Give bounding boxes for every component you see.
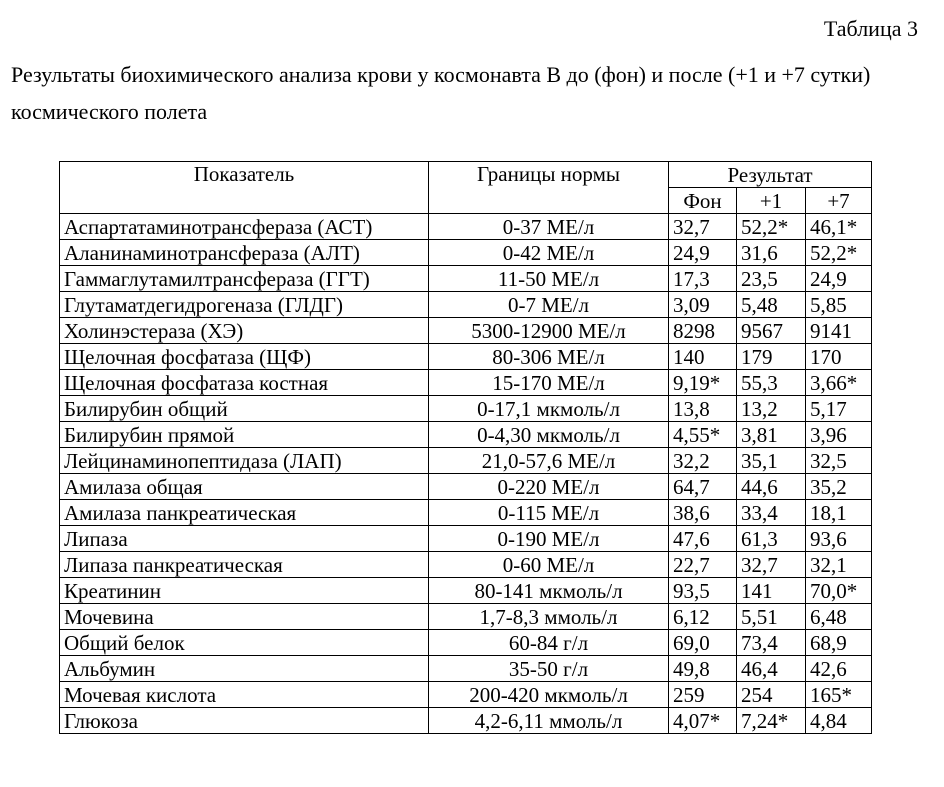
indicator-name: Мочевина bbox=[60, 604, 429, 630]
value-day7: 3,96 bbox=[806, 422, 872, 448]
value-background: 22,7 bbox=[669, 552, 737, 578]
norm-range: 35-50 г/л bbox=[429, 656, 669, 682]
indicator-name: Аланинаминотрансфераза (АЛТ) bbox=[60, 240, 429, 266]
indicator-name: Лейцинаминопептидаза (ЛАП) bbox=[60, 448, 429, 474]
indicator-name: Амилаза общая bbox=[60, 474, 429, 500]
value-background: 3,09 bbox=[669, 292, 737, 318]
value-background: 9,19* bbox=[669, 370, 737, 396]
value-day7: 5,85 bbox=[806, 292, 872, 318]
value-day1: 3,81 bbox=[737, 422, 806, 448]
value-day1: 141 bbox=[737, 578, 806, 604]
value-background: 8298 bbox=[669, 318, 737, 344]
table-row bbox=[60, 240, 872, 266]
indicator-name: Холинэстераза (ХЭ) bbox=[60, 318, 429, 344]
indicator-name: Альбумин bbox=[60, 656, 429, 682]
norm-range: 0-7 МЕ/л bbox=[429, 292, 669, 318]
value-background: 64,7 bbox=[669, 474, 737, 500]
value-day1: 61,3 bbox=[737, 526, 806, 552]
norm-range: 0-115 МЕ/л bbox=[429, 500, 669, 526]
indicator-name: Щелочная фосфатаза (ЩФ) bbox=[60, 344, 429, 370]
header-row bbox=[60, 162, 872, 188]
value-day1: 31,6 bbox=[737, 240, 806, 266]
value-day1: 23,5 bbox=[737, 266, 806, 292]
value-day1: 179 bbox=[737, 344, 806, 370]
value-background: 140 bbox=[669, 344, 737, 370]
value-day7: 46,1* bbox=[806, 214, 872, 240]
value-day7: 3,66* bbox=[806, 370, 872, 396]
indicator-name: Билирубин общий bbox=[60, 396, 429, 422]
value-background: 4,07* bbox=[669, 708, 737, 734]
table-row bbox=[60, 448, 872, 474]
norm-range: 0-190 МЕ/л bbox=[429, 526, 669, 552]
norm-range: 0-220 МЕ/л bbox=[429, 474, 669, 500]
value-day1: 254 bbox=[737, 682, 806, 708]
value-day1: 13,2 bbox=[737, 396, 806, 422]
value-day7: 24,9 bbox=[806, 266, 872, 292]
table-caption: Результаты биохимического анализа крови у космонавта В до (фон) и после (+1 и +7 сутки) космического полета bbox=[11, 62, 871, 124]
value-background: 32,7 bbox=[669, 214, 737, 240]
indicator-name: Амилаза панкреатическая bbox=[60, 500, 429, 526]
norm-range: 1,7-8,3 ммоль/л bbox=[429, 604, 669, 630]
norm-range: 5300-12900 МЕ/л bbox=[429, 318, 669, 344]
norm-range: 0-17,1 мкмоль/л bbox=[429, 396, 669, 422]
norm-range: 4,2-6,11 ммоль/л bbox=[429, 708, 669, 734]
norm-range: 11-50 МЕ/л bbox=[429, 266, 669, 292]
table-row bbox=[60, 578, 872, 604]
norm-range: 15-170 МЕ/л bbox=[429, 370, 669, 396]
table-row bbox=[60, 292, 872, 318]
table-row bbox=[60, 214, 872, 240]
value-day1: 55,3 bbox=[737, 370, 806, 396]
table-row bbox=[60, 474, 872, 500]
indicator-name: Мочевая кислота bbox=[60, 682, 429, 708]
value-background: 38,6 bbox=[669, 500, 737, 526]
norm-range: 60-84 г/л bbox=[429, 630, 669, 656]
table-row bbox=[60, 708, 872, 734]
value-day1: 73,4 bbox=[737, 630, 806, 656]
value-day7: 9141 bbox=[806, 318, 872, 344]
table-row bbox=[60, 552, 872, 578]
value-background: 4,55* bbox=[669, 422, 737, 448]
table-row bbox=[60, 656, 872, 682]
value-day7: 32,5 bbox=[806, 448, 872, 474]
value-day1: 5,51 bbox=[737, 604, 806, 630]
value-day7: 6,48 bbox=[806, 604, 872, 630]
value-day7: 32,1 bbox=[806, 552, 872, 578]
indicator-name: Глюкоза bbox=[60, 708, 429, 734]
value-background: 47,6 bbox=[669, 526, 737, 552]
table-row bbox=[60, 500, 872, 526]
value-background: 6,12 bbox=[669, 604, 737, 630]
value-day7: 18,1 bbox=[806, 500, 872, 526]
indicator-name: Общий белок bbox=[60, 630, 429, 656]
table-body bbox=[60, 214, 872, 734]
value-day7: 42,6 bbox=[806, 656, 872, 682]
value-background: 24,9 bbox=[669, 240, 737, 266]
results-table bbox=[59, 161, 872, 734]
value-day7: 68,9 bbox=[806, 630, 872, 656]
indicator-name: Гаммаглутамилтрансфераза (ГГТ) bbox=[60, 266, 429, 292]
value-background: 32,2 bbox=[669, 448, 737, 474]
table-row bbox=[60, 682, 872, 708]
norm-range: 0-37 МЕ/л bbox=[429, 214, 669, 240]
table-row bbox=[60, 526, 872, 552]
norm-range: 0-42 МЕ/л bbox=[429, 240, 669, 266]
header-background: Фон bbox=[669, 188, 737, 214]
value-background: 69,0 bbox=[669, 630, 737, 656]
table-number: Таблица 3 bbox=[823, 16, 918, 41]
table-row bbox=[60, 266, 872, 292]
value-day1: 32,7 bbox=[737, 552, 806, 578]
table-row bbox=[60, 370, 872, 396]
table-row bbox=[60, 318, 872, 344]
value-day7: 93,6 bbox=[806, 526, 872, 552]
value-day7: 35,2 bbox=[806, 474, 872, 500]
table-row bbox=[60, 604, 872, 630]
table-row bbox=[60, 630, 872, 656]
table-row bbox=[60, 422, 872, 448]
value-day1: 46,4 bbox=[737, 656, 806, 682]
value-background: 17,3 bbox=[669, 266, 737, 292]
value-day1: 44,6 bbox=[737, 474, 806, 500]
norm-range: 0-4,30 мкмоль/л bbox=[429, 422, 669, 448]
value-day1: 5,48 bbox=[737, 292, 806, 318]
value-day7: 70,0* bbox=[806, 578, 872, 604]
value-day1: 33,4 bbox=[737, 500, 806, 526]
indicator-name: Липаза bbox=[60, 526, 429, 552]
header-day1: +1 bbox=[737, 188, 806, 214]
indicator-name: Билирубин прямой bbox=[60, 422, 429, 448]
norm-range: 0-60 МЕ/л bbox=[429, 552, 669, 578]
value-day7: 52,2* bbox=[806, 240, 872, 266]
table-row bbox=[60, 396, 872, 422]
norm-range: 80-306 МЕ/л bbox=[429, 344, 669, 370]
norm-range: 21,0-57,6 МЕ/л bbox=[429, 448, 669, 474]
header-indicator: Показатель bbox=[60, 162, 429, 214]
indicator-name: Аспартатаминотрансфераза (АСТ) bbox=[60, 214, 429, 240]
header-result: Результат bbox=[669, 162, 872, 188]
value-day1: 7,24* bbox=[737, 708, 806, 734]
value-day7: 165* bbox=[806, 682, 872, 708]
norm-range: 200-420 мкмоль/л bbox=[429, 682, 669, 708]
value-background: 13,8 bbox=[669, 396, 737, 422]
table-row bbox=[60, 344, 872, 370]
indicator-name: Щелочная фосфатаза костная bbox=[60, 370, 429, 396]
value-background: 93,5 bbox=[669, 578, 737, 604]
value-day1: 35,1 bbox=[737, 448, 806, 474]
indicator-name: Креатинин bbox=[60, 578, 429, 604]
value-day7: 5,17 bbox=[806, 396, 872, 422]
header-norm: Границы нормы bbox=[429, 162, 669, 214]
value-background: 259 bbox=[669, 682, 737, 708]
value-day1: 9567 bbox=[737, 318, 806, 344]
indicator-name: Глутаматдегидрогеназа (ГЛДГ) bbox=[60, 292, 429, 318]
norm-range: 80-141 мкмоль/л bbox=[429, 578, 669, 604]
header-day7: +7 bbox=[806, 188, 872, 214]
indicator-name: Липаза панкреатическая bbox=[60, 552, 429, 578]
value-day7: 170 bbox=[806, 344, 872, 370]
value-background: 49,8 bbox=[669, 656, 737, 682]
value-day7: 4,84 bbox=[806, 708, 872, 734]
value-day1: 52,2* bbox=[737, 214, 806, 240]
